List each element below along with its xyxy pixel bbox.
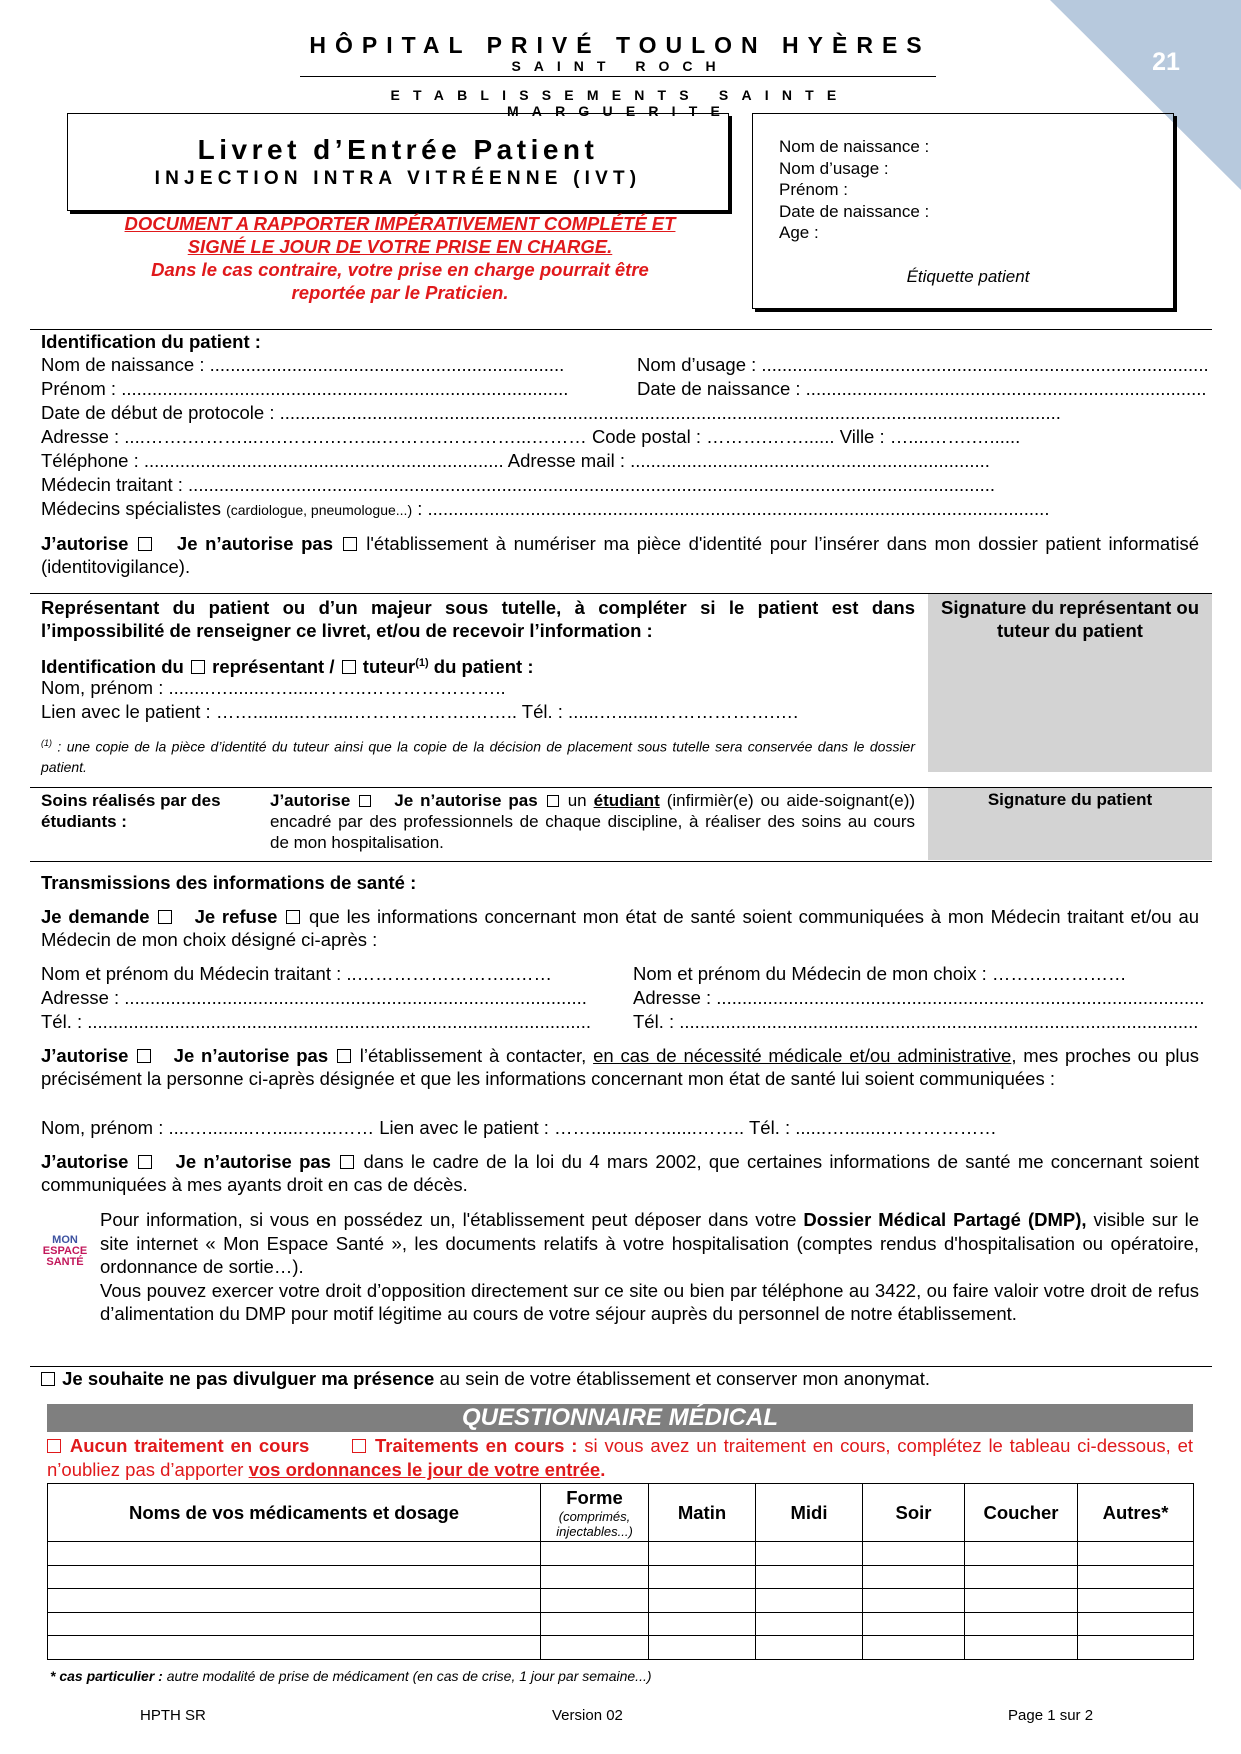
treatment-options bbox=[47, 1434, 1193, 1482]
students-no-checkbox[interactable] bbox=[547, 795, 559, 807]
label-birth-date: Date de naissance : bbox=[779, 201, 930, 221]
table-row bbox=[48, 1612, 1194, 1636]
table-row bbox=[48, 1542, 1194, 1566]
field-attending-doctor[interactable]: Médecin traitant : ............................................................................................................................................................. bbox=[41, 474, 996, 495]
header-rule bbox=[300, 76, 936, 77]
students-no-label: Je n’autorise pas bbox=[394, 791, 538, 810]
anonymity-checkbox[interactable] bbox=[41, 1372, 55, 1386]
tutor-checkbox[interactable] bbox=[342, 660, 356, 674]
treatment-underlined: vos ordonnances le jour de votre entrée bbox=[248, 1459, 601, 1480]
cell[interactable] bbox=[541, 1612, 649, 1636]
id-scan-consent bbox=[41, 532, 1199, 578]
no-treatment-checkbox[interactable] bbox=[47, 1439, 61, 1453]
rep-id-representative: représentant / bbox=[212, 656, 335, 678]
cell[interactable] bbox=[649, 1565, 756, 1589]
patient-signature-label: Signature du patient bbox=[987, 790, 1153, 809]
cell[interactable] bbox=[1078, 1589, 1194, 1613]
contact-text-a: l’établissement à contacter, bbox=[359, 1045, 587, 1066]
consent-no-label: Je n’autorise pas bbox=[176, 533, 334, 554]
treatment-text: si vous avez un traitement en cours, complétez le tableau ci-dessous, et n’oubliez pas d’apporter bbox=[47, 1435, 1193, 1480]
patient-signature-box[interactable] bbox=[928, 788, 1212, 860]
cell[interactable] bbox=[965, 1565, 1078, 1589]
anonymity-rest: au sein de votre établissement et conserver mon anonymat. bbox=[439, 1368, 930, 1389]
tutor-footnote bbox=[41, 733, 915, 777]
patient-label-box bbox=[752, 113, 1174, 309]
heirs-no-checkbox[interactable] bbox=[340, 1155, 354, 1169]
hospital-group: ETABLISSEMENTS SAINTE MARGUERITE bbox=[390, 87, 850, 119]
warning-line-4: reportée par le Praticien. bbox=[291, 282, 509, 303]
warning-line-3: Dans le cas contraire, votre prise en charge pourrait être bbox=[151, 259, 649, 280]
representative-heading: Représentant du patient ou d’un majeur sous tutelle, à compléter si le patient est dans l’impossibilité de renseigner ce livret, et/ou de recevoir l’information : bbox=[41, 597, 915, 641]
contact-text-b: , mes proches ou plus précisément la personne ci-après désignée et que les informations concernant mon état de santé lui soient communiquées : bbox=[41, 1045, 1200, 1089]
refuse-checkbox[interactable] bbox=[286, 910, 300, 924]
identification-heading: Identification du patient : bbox=[41, 331, 261, 352]
label-age: Age : bbox=[779, 223, 819, 242]
col-form-note: (comprimés, injectables...) bbox=[556, 1508, 633, 1539]
table-row bbox=[48, 1589, 1194, 1613]
cell[interactable] bbox=[649, 1636, 756, 1660]
cell[interactable] bbox=[541, 1636, 649, 1660]
consent-text: l'établissement à numériser ma pièce d'identité pour l’insérer dans mon dossier patient informatisé (identitovigilance). bbox=[41, 533, 1200, 577]
transmission-text: que les informations concernant mon état de santé soient communiquées à mon Médecin traitant et/ou au Médecin de mon choix désigné ci-après : bbox=[41, 906, 1200, 950]
rep-link-field[interactable]: Lien avec le patient : ……..........…......……………….…….. Tél. : ......…........……………….…. bbox=[41, 701, 799, 722]
cell[interactable] bbox=[756, 1612, 863, 1636]
cell[interactable] bbox=[48, 1565, 541, 1589]
anonymity-option bbox=[41, 1368, 930, 1390]
cell[interactable] bbox=[1078, 1612, 1194, 1636]
students-label: Soins réalisés par des étudiants : bbox=[41, 791, 221, 831]
attending-doctor-address-field[interactable]: Adresse : .......................................................................................... bbox=[41, 987, 587, 1008]
heirs-yes-label: J’autorise bbox=[41, 1151, 129, 1172]
students-text: (infirmièr(e) ou aide-soignant(e)) encadré par des professionnels de chaque discipline, à réaliser des soins au cours de mon hospitalisation. bbox=[270, 791, 916, 852]
logo-line-2: ESPACE bbox=[42, 1245, 88, 1257]
cell[interactable] bbox=[649, 1542, 756, 1566]
cell[interactable] bbox=[965, 1589, 1078, 1613]
ongoing-treatment-checkbox[interactable] bbox=[352, 1439, 366, 1453]
field-address[interactable]: Adresse : ....…….………...….…….….…...……….…………...……… Code postal : ……….……...... Ville : …....…….…...... bbox=[41, 426, 1021, 447]
representative-signature-label: Signature du représentant ou tuteur du patient bbox=[940, 597, 1199, 641]
chosen-doctor-phone-field[interactable]: Tél. : ..................................................................................................... bbox=[633, 1011, 1199, 1032]
footnote-bold: * cas particulier : bbox=[50, 1668, 163, 1684]
anonymity-bold: Je souhaite ne pas divulguer ma présence bbox=[62, 1368, 435, 1389]
dmp-opposition: Vous pouvez exercer votre droit d’opposition directement sur ce site ou bien par téléphone au 3422, ou faire valoir votre droit de refus d’alimentation du DMP pour motif légitime au cours de votre séjour auprès du personnel de notre établissement. bbox=[100, 1279, 1199, 1324]
cell[interactable] bbox=[863, 1636, 965, 1660]
ongoing-treatment-label: Traitements en cours : bbox=[375, 1435, 578, 1456]
heirs-text: dans le cadre de la loi du 4 mars 2002, que certaines informations de santé me concernant soient communiquées à mes ayants droit en cas de décès. bbox=[41, 1151, 1199, 1195]
transmission-heading: Transmissions des informations de santé : bbox=[41, 872, 417, 893]
consent-yes-label: J’autorise bbox=[41, 533, 129, 554]
contact-consent bbox=[41, 1044, 1199, 1090]
mon-espace-sante-logo bbox=[36, 1235, 94, 1268]
field-usage-name[interactable]: Nom d’usage : ....................................................................................... bbox=[637, 354, 1209, 375]
medication-header-row bbox=[48, 1484, 1194, 1542]
cell[interactable] bbox=[48, 1542, 541, 1566]
heirs-consent bbox=[41, 1150, 1199, 1196]
cell[interactable] bbox=[1078, 1636, 1194, 1660]
ask-label: Je demande bbox=[41, 906, 150, 927]
title-box bbox=[67, 113, 729, 211]
specialists-dots: : ......................................................................................................................... bbox=[417, 498, 1050, 519]
transmission-consent bbox=[41, 905, 1199, 951]
field-phone-email[interactable]: Téléphone : ...................................................................... Adresse mail : ...................................................................... bbox=[41, 450, 990, 471]
contact-no-checkbox[interactable] bbox=[337, 1049, 351, 1063]
contact-text-underlined: en cas de nécessité médicale et/ou administrative bbox=[593, 1045, 1012, 1066]
cell[interactable] bbox=[863, 1542, 965, 1566]
footer-left: HPTH SR bbox=[140, 1707, 206, 1724]
dmp-text-c: visible sur le site internet « Mon Espace Santé », les documents relatifs à votre hospitalisation (comptes rendus d'hospitalisation ou opératoire, ordonnance de sortie…). bbox=[100, 1209, 1200, 1277]
contact-yes-checkbox[interactable] bbox=[137, 1049, 151, 1063]
cell[interactable] bbox=[48, 1636, 541, 1660]
contact-yes-label: J’autorise bbox=[41, 1045, 129, 1066]
dmp-text-a: Pour information, si vous en possédez un, l'établissement peut déposer dans votre bbox=[100, 1209, 797, 1230]
cell[interactable] bbox=[48, 1589, 541, 1613]
students-yes-label: J’autorise bbox=[270, 791, 351, 810]
cell[interactable] bbox=[1078, 1565, 1194, 1589]
label-caption: Étiquette patient bbox=[906, 267, 1030, 286]
cell[interactable] bbox=[863, 1589, 965, 1613]
chosen-doctor-name-field[interactable]: Nom et prénom du Médecin de mon choix : ……….………… bbox=[633, 963, 1127, 984]
table-footnote bbox=[50, 1668, 652, 1684]
col-morning: Matin bbox=[649, 1484, 756, 1542]
cell[interactable] bbox=[1078, 1542, 1194, 1566]
dmp-info bbox=[100, 1208, 1199, 1326]
representative-signature-box[interactable] bbox=[928, 594, 1212, 772]
col-bedtime: Coucher bbox=[965, 1484, 1078, 1542]
cell[interactable] bbox=[965, 1542, 1078, 1566]
col-other: Autres* bbox=[1078, 1484, 1194, 1542]
cell[interactable] bbox=[756, 1636, 863, 1660]
medication-table bbox=[47, 1483, 1194, 1660]
rep-name-field[interactable]: Nom, prénom : ........…........…......……..………………….. bbox=[41, 677, 506, 698]
cell[interactable] bbox=[756, 1589, 863, 1613]
students-pre: un bbox=[567, 791, 587, 810]
footer-right: Page 1 sur 2 bbox=[1008, 1707, 1094, 1724]
cell[interactable] bbox=[756, 1542, 863, 1566]
rep-id-label: Identification du bbox=[41, 656, 184, 678]
cell[interactable] bbox=[541, 1542, 649, 1566]
field-birth-date[interactable]: Date de naissance : .............................................................................. bbox=[637, 378, 1207, 399]
cell[interactable] bbox=[965, 1636, 1078, 1660]
contact-no-label: Je n’autorise pas bbox=[173, 1045, 329, 1066]
dmp-text-b: Dossier Médical Partagé (DMP), bbox=[803, 1209, 1087, 1230]
cell[interactable] bbox=[863, 1565, 965, 1589]
col-noon: Midi bbox=[756, 1484, 863, 1542]
cell[interactable] bbox=[541, 1589, 649, 1613]
tutor-footnote-text: : une copie de la pièce d’identité du tuteur ainsi que la copie de la décision de placement sous tutelle sera conservée dans le dossier patient. bbox=[41, 738, 916, 775]
heirs-yes-checkbox[interactable] bbox=[138, 1155, 152, 1169]
contact-person-field[interactable]: Nom, prénom : ....….........…......…...…… Lien avec le patient : ……..........….......…….. Tél. : ......…........……………… bbox=[41, 1117, 997, 1138]
cell[interactable] bbox=[649, 1612, 756, 1636]
ask-checkbox[interactable] bbox=[158, 910, 172, 924]
students-word: étudiant bbox=[593, 791, 660, 810]
questionnaire-title-bar: QUESTIONNAIRE MÉDICAL bbox=[47, 1404, 1193, 1432]
page-number: 21 bbox=[1152, 48, 1180, 76]
treatment-end: . bbox=[600, 1459, 606, 1480]
attending-doctor-name-field[interactable]: Nom et prénom du Médecin traitant : ..……………………..…… bbox=[41, 963, 552, 984]
specialists-label: Médecins spécialistes bbox=[41, 498, 221, 519]
students-consent bbox=[270, 790, 915, 853]
attending-doctor-phone-field[interactable]: Tél. : .................................................................................................. bbox=[41, 1011, 591, 1032]
logo-line-3: SANTÉ bbox=[46, 1256, 84, 1268]
refuse-label: Je refuse bbox=[194, 906, 278, 927]
rep-id-tutor: tuteur bbox=[362, 656, 416, 678]
no-treatment-label: Aucun traitement en cours bbox=[69, 1435, 310, 1456]
divider bbox=[30, 1366, 1212, 1367]
label-usage-name: Nom d’usage : bbox=[779, 158, 889, 178]
chosen-doctor-address-field[interactable]: Adresse : ............................................................................................... bbox=[633, 987, 1205, 1008]
specialists-note: (cardiologue, pneumologue...) bbox=[226, 502, 413, 518]
col-evening: Soir bbox=[863, 1484, 965, 1542]
cell[interactable] bbox=[48, 1612, 541, 1636]
students-yes-checkbox[interactable] bbox=[359, 795, 371, 807]
heirs-no-label: Je n’autorise pas bbox=[175, 1151, 331, 1172]
divider bbox=[30, 861, 1212, 862]
representative-checkbox[interactable] bbox=[191, 660, 205, 674]
cell[interactable] bbox=[863, 1612, 965, 1636]
warning-line-2: SIGNÉ LE JOUR DE VOTRE PRISE EN CHARGE. bbox=[187, 236, 613, 257]
logo-line-1: MON bbox=[52, 1234, 78, 1246]
table-row bbox=[48, 1636, 1194, 1660]
field-protocol-start[interactable]: Date de début de protocole : ........................................................................................................................................................ bbox=[41, 402, 1061, 423]
col-drug: Noms de vos médicaments et dosage bbox=[48, 1484, 541, 1542]
col-form bbox=[541, 1484, 649, 1542]
representative-id-line bbox=[41, 652, 533, 678]
field-birth-name[interactable]: Nom de naissance : ..................................................................... bbox=[41, 354, 565, 375]
consent-no-checkbox[interactable] bbox=[343, 537, 357, 551]
hospital-site: SAINT ROCH bbox=[511, 58, 729, 74]
hospital-name: HÔPITAL PRIVÉ TOULON HYÈRES bbox=[309, 32, 931, 58]
table-row bbox=[48, 1565, 1194, 1589]
field-specialists[interactable] bbox=[41, 498, 1049, 521]
divider bbox=[30, 329, 1212, 330]
label-birth-name: Nom de naissance : bbox=[779, 137, 930, 156]
label-first-name: Prénom : bbox=[779, 180, 848, 199]
rep-id-end: du patient : bbox=[433, 656, 534, 678]
warning-line-1: DOCUMENT A RAPPORTER IMPÉRATIVEMENT COMPLÉTÉ ET bbox=[124, 213, 676, 234]
cell[interactable] bbox=[649, 1589, 756, 1613]
field-first-name[interactable]: Prénom : ....................................................................................... bbox=[41, 378, 569, 399]
col-form-label: Forme bbox=[566, 1486, 623, 1508]
cell[interactable] bbox=[756, 1565, 863, 1589]
document-title: Livret d’Entrée Patient bbox=[197, 134, 599, 165]
footnote-text: autre modalité de prise de médicament (en cas de crise, 1 jour par semaine...) bbox=[166, 1668, 652, 1684]
cell[interactable] bbox=[965, 1612, 1078, 1636]
consent-yes-checkbox[interactable] bbox=[138, 537, 152, 551]
warning-text bbox=[60, 212, 740, 304]
footer-center: Version 02 bbox=[552, 1707, 623, 1724]
tutor-note-ref: (1) bbox=[415, 657, 429, 669]
cell[interactable] bbox=[541, 1565, 649, 1589]
tutor-footnote-ref: (1) bbox=[41, 738, 52, 748]
document-subtitle: INJECTION INTRA VITRÉENNE (IVT) bbox=[154, 168, 642, 189]
